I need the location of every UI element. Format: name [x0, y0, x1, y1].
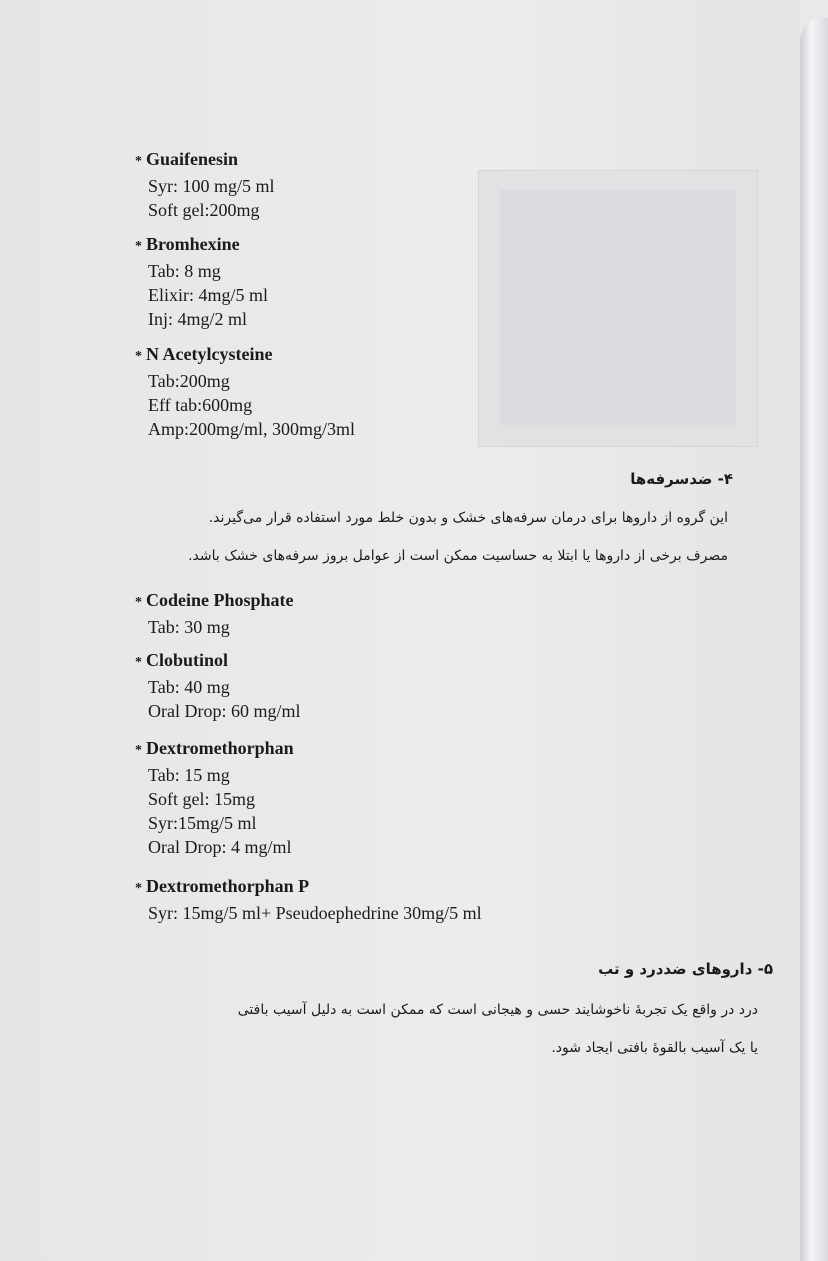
dosage-line: Oral Drop: 4 mg/ml: [148, 837, 292, 857]
dosage-line: Tab: 8 mg: [148, 261, 221, 281]
drug-entry-codeine-phosphate: [135, 588, 294, 639]
dosage-line: Tab: 40 mg: [148, 677, 230, 697]
drug-name: Bromhexine: [146, 234, 240, 254]
section-paragraph-line: یا یک آسیب بالقوهٔ بافتی ایجاد شود.: [551, 1040, 758, 1056]
dosage-line: Oral Drop: 60 mg/ml: [148, 701, 301, 721]
dosage-line: Soft gel: 15mg: [148, 789, 255, 809]
drug-entry-guaifenesin: [135, 147, 275, 222]
dosage-line: Amp:200mg/ml, 300mg/3ml: [148, 419, 356, 439]
drug-entry-dextromethorphan-p: [135, 874, 482, 925]
bullet-marker: *: [135, 743, 142, 758]
drug-name: Codeine Phosphate: [146, 590, 294, 610]
dosage-line: Tab: 30 mg: [148, 617, 230, 637]
dosage-line: Inj: 4mg/2 ml: [148, 309, 247, 329]
bullet-marker: *: [135, 349, 142, 364]
drug-entry-clobutinol: [135, 648, 300, 723]
dosage-line: Syr: 100 mg/5 ml: [148, 176, 275, 196]
dosage-line: Syr: 15mg/5 ml+ Pseudoephedrine 30mg/5 ml: [148, 903, 482, 923]
drug-name: Dextromethorphan: [146, 738, 294, 758]
drug-entry-dextromethorphan: [135, 736, 294, 859]
section-paragraph-line: مصرف برخی از داروها یا ابتلا به حساسیت ممکن است از عوامل بروز سرفه‌های خشک باشد.: [188, 548, 728, 564]
dosage-line: Soft gel:200mg: [148, 200, 260, 220]
drug-entry-bromhexine: [135, 232, 268, 331]
section-paragraph-line: این گروه از داروها برای درمان سرفه‌های خشک و بدون خلط مورد استفاده قرار می‌گیرند.: [208, 510, 728, 526]
section-paragraph-line: درد در واقع یک تجربهٔ ناخوشایند حسی و هیجانی است که ممکن است به دلیل آسیب بافتی: [237, 1002, 758, 1018]
drug-name: Dextromethorphan P: [146, 876, 310, 896]
page-curl-edge: [800, 18, 828, 1261]
bullet-marker: *: [135, 154, 142, 169]
bullet-marker: *: [135, 881, 142, 896]
drug-name: Clobutinol: [146, 650, 229, 670]
drug-name: Guaifenesin: [146, 149, 239, 169]
dosage-line: Elixir: 4mg/5 ml: [148, 285, 268, 305]
drug-name: N Acetylcysteine: [146, 344, 273, 364]
bullet-marker: *: [135, 655, 142, 670]
bullet-marker: *: [135, 595, 142, 610]
dosage-line: Eff tab:600mg: [148, 395, 253, 415]
drug-entry-n-acetylcysteine: [135, 342, 355, 441]
dosage-line: Syr:15mg/5 ml: [148, 813, 257, 833]
dosage-line: Tab: 15 mg: [148, 765, 230, 785]
section-heading-analgesics-antipyretics: ۵- داروهای ضددرد و تب: [598, 960, 773, 978]
dosage-line: Tab:200mg: [148, 371, 230, 391]
section-heading-antitussives: ۴- ضدسرفه‌ها: [630, 470, 733, 488]
bullet-marker: *: [135, 239, 142, 254]
bleed-through-figure-inner: [500, 190, 736, 425]
